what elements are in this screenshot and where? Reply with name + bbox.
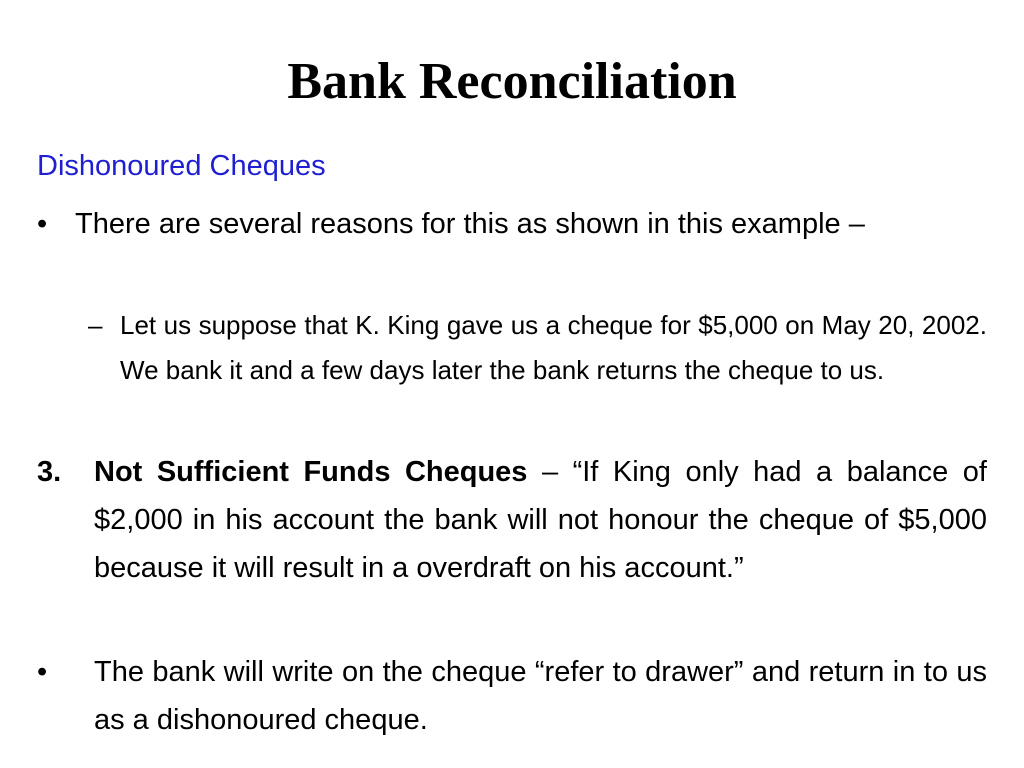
bullet-marker: •: [37, 656, 48, 688]
item-3-content: [94, 448, 987, 592]
bullet-marker: •: [37, 208, 48, 240]
bullet-item-1: [37, 200, 987, 248]
item-3-text: – “If King only had a balance of $2,000 in his account the bank will not honour the cheque of $5,000 because it will result in a overdraft on his account.”: [94, 456, 987, 584]
slide-title: Bank Reconciliation: [287, 53, 737, 110]
item-number: 3.: [37, 456, 62, 488]
sub-bullet-marker: –: [88, 310, 103, 340]
sub-bullet-text: Let us suppose that K. King gave us a cheque for $5,000 on May 20, 2002. We bank it and a few days later the bank returns the cheque to us.: [120, 310, 987, 385]
bullet-item-2: [37, 648, 987, 744]
sub-bullet-item: [88, 303, 987, 393]
item-3-bold-text: Not Sufficient Funds Cheques: [94, 456, 528, 488]
bullet-text: The bank will write on the cheque “refer to drawer” and return in to us as a dishonoured cheque.: [94, 656, 987, 736]
numbered-item-3: [37, 448, 987, 592]
bullet-text: There are several reasons for this as shown in this example –: [75, 208, 865, 240]
section-heading: Dishonoured Cheques: [37, 150, 326, 182]
